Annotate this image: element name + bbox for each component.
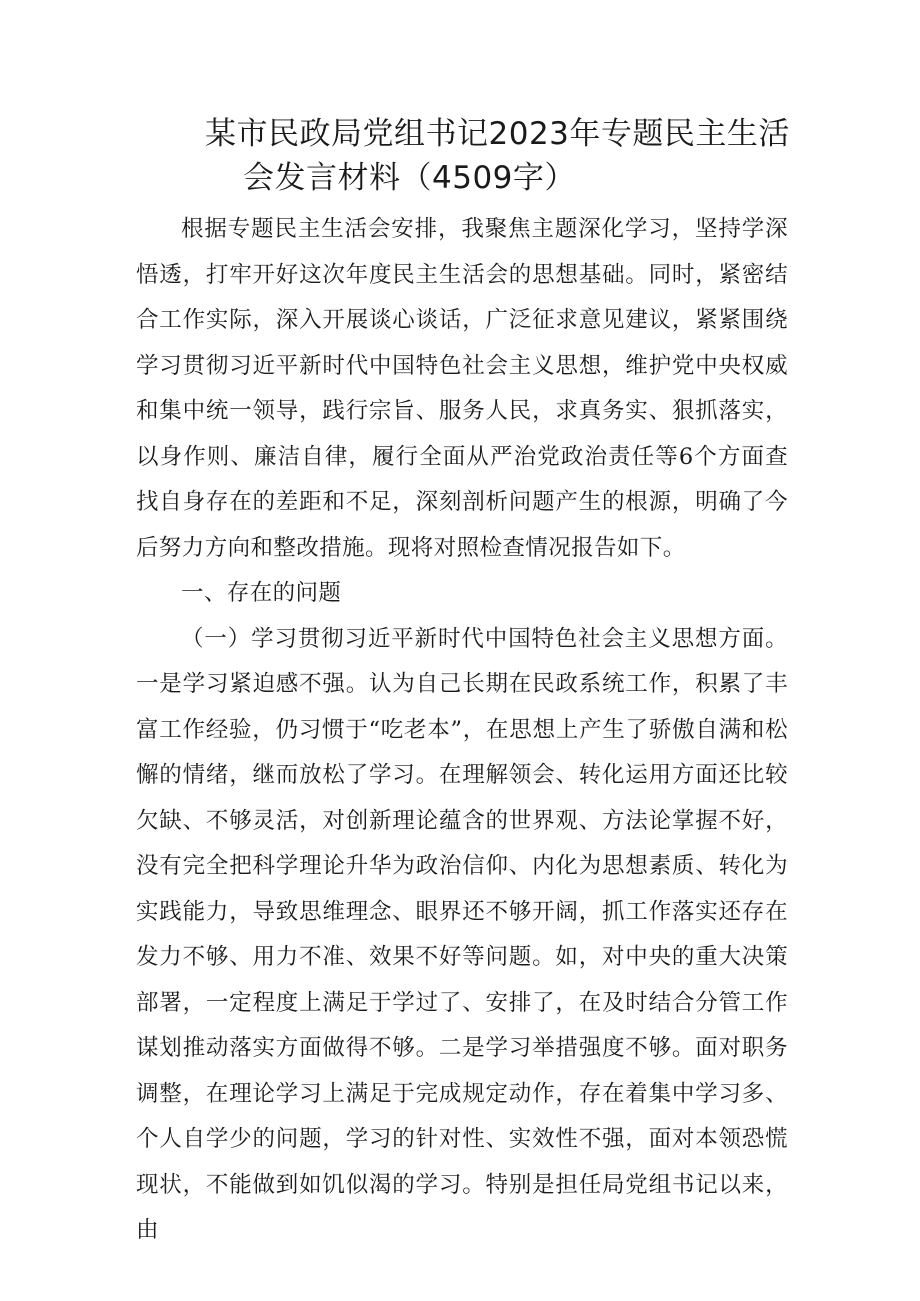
title-line-2: 会发言材料（4509字） [243, 160, 576, 196]
title-line-1: 某市民政局党组书记2023年专题民主生活 [205, 116, 790, 152]
paragraph-intro: 根据专题民主生活会安排，我聚焦主题深化学习，坚持学深悟透，打牢开好这次年度民主生活会的思想基础。同时，紧密结合工作实际，深入开展谈心谈话，广泛征求意见建议，紧紧围绕学习贯彻习近平新时代中国特色社会主义思想，维护党中央权威和集中统一领导，践行宗旨、服务人民，求真务实、狠抓落实，以身作则、廉洁自律，履行全面从严治党政治责任等6个方面查找自身存在的差距和不足，深刻剖析问题产生的根源，明确了今后努力方向和整改措施。现将对照检查情况报告如下。 [136, 216, 788, 561]
section-heading: 一、存在的问题 [181, 580, 342, 606]
paragraph-section-1: （一）学习贯彻习近平新时代中国特色社会主义思想方面。一是学习紧迫感不强。认为自己长期在民政系统工作，积累了丰富工作经验，仍习惯于“吃老本”，在思想上产生了骄傲自满和松懈的情绪，继而放松了学习。在理解领会、转化运用方面还比较欠缺、不够灵活，对创新理论蕴含的世界观、方法论掌握不好，没有完全把科学理论升华为政治信仰、内化为思想素质、转化为实践能力，导致思维理念、眼界还不够开阔，抓工作落实还存在发力不够、用力不准、效果不好等问题。如，对中央的重大决策部署，一定程度上满足于学过了、安排了，在及时结合分管工作谋划推动落实方面做得不够。二是学习举措强度不够。面对职务调整，在理论学习上满足于完成规定动作，存在着集中学习多、个人自学少的问题，学习的针对性、实效性不强，面对本领恐慌现状，不能做到如饥似渴的学习。特别是担任局党组书记以来，由 [136, 625, 788, 1243]
document-title [0, 112, 920, 200]
document-body [136, 207, 788, 1254]
